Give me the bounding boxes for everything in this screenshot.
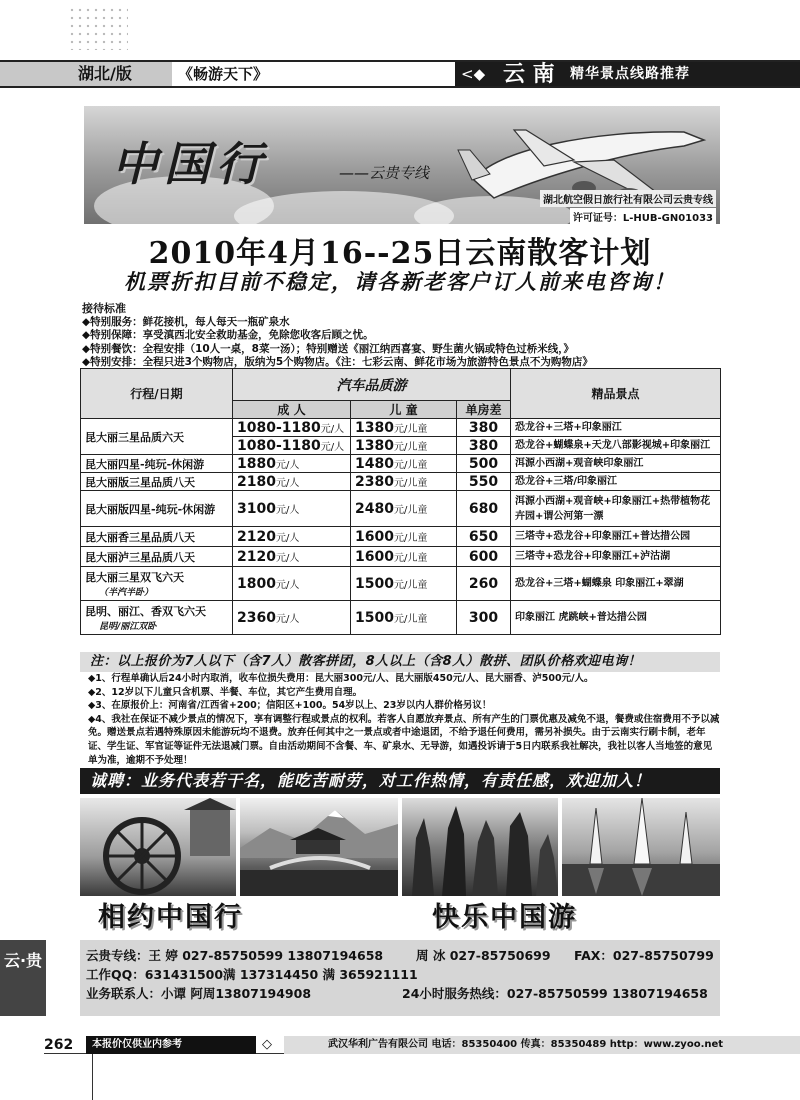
adult-unit: 元/人 <box>275 459 300 471</box>
spots-cell: 恐龙谷+三塔/印象丽江 <box>511 473 721 491</box>
spots-cell: 洱源小西湖+观音峡印象丽江 <box>511 455 721 473</box>
route-cell: 昆大丽三星品质六天 <box>81 419 233 455</box>
child-price: 1500 <box>355 575 394 592</box>
th-child: 儿 童 <box>351 401 457 419</box>
child-unit: 元/儿童 <box>393 459 428 471</box>
child-price: 1380 <box>355 437 394 454</box>
single-supplement: 550 <box>457 473 511 491</box>
slogan-left: 相约中国行 <box>98 902 243 933</box>
route-cell <box>81 601 233 635</box>
table-row <box>81 491 721 527</box>
spots-cell: 洱源小西湖+观音峡+印象丽江+热带植物花卉园+谓公河第一漂 <box>511 491 721 527</box>
route-note: （半汽半卧） <box>99 588 154 598</box>
contact-qq: 工作QQ：631431500满 137314450 满 365921111 <box>86 967 418 982</box>
child-unit: 元/儿童 <box>393 441 428 453</box>
adult-price: 2120 <box>237 548 276 565</box>
route-cell: 昆大丽版四星-纯玩-休闲游 <box>81 491 233 527</box>
chevron-icon: ◇ <box>262 1037 272 1052</box>
spots-cell: 恐龙谷+三塔+印象丽江 <box>511 419 721 437</box>
price-note: 注：以上报价为7人以下（含7人）散客拼团，8人以上（含8人）散拼、团队价格欢迎电询！ <box>80 652 720 672</box>
spots-cell: 印象丽江 虎跳峡+普达措公园 <box>511 601 721 635</box>
recruit-banner: 诚聘：业务代表若干名，能吃苦耐劳，对工作热情，有责任感，欢迎加入！ <box>80 768 720 794</box>
adult-unit: 元/人 <box>275 613 300 625</box>
license-number: 许可证号：L-HUB-GN01033 <box>570 208 716 224</box>
header-bar <box>0 60 800 88</box>
term-item: ◆3、在原报价上：河南省/江西省+200；信阳区+100。54岁以上、23岁以内人群价格另议！ <box>88 700 492 712</box>
child-unit: 元/儿童 <box>393 504 428 516</box>
hero-banner <box>84 106 720 224</box>
th-single: 单房差 <box>457 401 511 419</box>
child-price: 1600 <box>355 528 394 545</box>
route-note: 昆明/丽江双卧 <box>99 622 157 632</box>
child-price: 1380 <box>355 419 394 436</box>
table-row <box>81 547 721 567</box>
page-subheadline: 机票折扣目前不稳定，请各新老客户订人前来电咨询！ <box>124 270 676 294</box>
footer-disclaimer: 本报价仅供业内参考 <box>86 1036 256 1054</box>
child-unit: 元/儿童 <box>393 423 428 435</box>
magazine-title: 《畅游天下》 <box>178 65 269 83</box>
agency-name: 湖北航空假日旅行社有限公司云贵专线 <box>540 190 716 207</box>
page-number: 262 <box>44 1037 74 1053</box>
single-supplement: 380 <box>457 419 511 437</box>
service-standard-title: 接待标准 <box>82 302 126 315</box>
route-cell: 昆大丽香三星品质八天 <box>81 527 233 547</box>
contact-fax: FAX：027-85750799 <box>574 948 714 963</box>
adult-price: 3100 <box>237 500 276 517</box>
table-row <box>81 473 721 491</box>
province-banner <box>455 62 800 86</box>
table-row <box>81 601 721 635</box>
child-price: 2380 <box>355 473 394 490</box>
adult-unit: 元/人 <box>320 441 345 453</box>
single-supplement: 680 <box>457 491 511 527</box>
th-adult: 成 人 <box>233 401 351 419</box>
contact-line1-b: 周 冰 027-85750699 <box>416 948 551 963</box>
waterwheel-photo <box>80 798 236 896</box>
service-item: ◆特别保障：享受滇西北安全救助基金，免除您收客后顾之忧。 <box>82 329 374 341</box>
route-cell: 昆大丽泸三星品质八天 <box>81 547 233 567</box>
term-item: ◆1、行程单确认后24小时内取消，收车位损失费用：昆大丽300元/人、昆大丽版450元/人、昆大丽香、泸500元/人。 <box>88 673 594 684</box>
contact-line1-a: 云贵专线：王 婷 027-85750599 13807194658 <box>86 948 384 963</box>
child-unit: 元/儿童 <box>393 613 428 625</box>
province-name: 云 南 <box>503 61 555 87</box>
route-cell <box>81 567 233 601</box>
route-cell: 昆大丽版三星品质八天 <box>81 473 233 491</box>
route-cell: 昆大丽四星-纯玩-休闲游 <box>81 455 233 473</box>
th-spots: 精品景点 <box>511 369 721 419</box>
contact-line3-a: 业务联系人：小谭 阿周13807194908 <box>86 986 312 1001</box>
service-item: ◆特别安排：全程只进3个购物店，版纳为5个购物店。《注：七彩云南、鲜花市场为旅游特色景点不为购物店》 <box>82 356 593 368</box>
child-unit: 元/儿童 <box>393 552 428 564</box>
slogan <box>80 898 720 938</box>
route-name: 昆明、丽江、香双飞六天 <box>85 605 206 618</box>
footer <box>44 1036 800 1054</box>
single-supplement: 500 <box>457 455 511 473</box>
diamond-icon: <◆ <box>461 65 486 83</box>
divider <box>92 1054 93 1100</box>
spots-cell: 三塔寺+恐龙谷+印象丽江+泸沽湖 <box>511 547 721 567</box>
table-row <box>81 567 721 601</box>
adult-unit: 元/人 <box>275 477 300 489</box>
table-row <box>81 527 721 547</box>
adult-unit: 元/人 <box>275 552 300 564</box>
child-unit: 元/儿童 <box>393 579 428 591</box>
service-item: ◆特别餐饮：全程安排（10人一桌，8菜一汤）；特别赠送《丽江纳西喜宴、野生菌火锅或特色过桥米线，》 <box>82 342 574 355</box>
spots-cell: 三塔寺+恐龙谷+印象丽江+普达措公园 <box>511 527 721 547</box>
th-group: 汽车品质游 <box>233 369 511 401</box>
child-unit: 元/儿童 <box>393 477 428 489</box>
adult-unit: 元/人 <box>275 532 300 544</box>
region-label: 湖北/版 <box>0 62 172 86</box>
contact-block <box>80 940 720 1016</box>
terms-list <box>88 672 720 767</box>
child-price: 1500 <box>355 609 394 626</box>
tagline: 精华景点线路推荐 <box>570 66 690 82</box>
table-row <box>81 455 721 473</box>
service-standard <box>82 302 722 370</box>
term-item: ◆2、12岁以下儿童只含机票、半餐、车位，其它产生费用自理。 <box>88 686 363 698</box>
slogan-right: 快乐中国游 <box>432 902 577 933</box>
footer-company: 武汉华利广告有限公司 电话：85350400 传真：85350489 http：www.zyoo.net <box>284 1036 800 1054</box>
banner-subtitle: ——云贵专线 <box>339 164 430 182</box>
dot-pattern <box>68 6 128 50</box>
adult-price: 1080-1180 <box>237 419 321 436</box>
child-price: 2480 <box>355 500 394 517</box>
adult-price: 2360 <box>237 609 276 626</box>
term-item: ◆4、我社在保证不减少景点的情况下，享有调整行程或景点的权利。若客人自愿放弃景点、所有产生的门票优惠及减免不退，餐费或住宿费用不予以减免。赠送景点若遇特殊原因未能游玩均不退费。放弃任何其中之一景点或者中途退团，不给予退任何费用，需另补损失。由于云南实行刷卡制，老年证、学生证、军官证等证件无法退减门票。自由活动期间不含餐、车、矿泉水、无导游，如遇投诉请于5日内联系我社解决，我社以客人当地签的意见单为准，逾期不予处理！ <box>88 713 720 766</box>
lake-pavilion-photo <box>240 798 398 896</box>
adult-price: 2120 <box>237 528 276 545</box>
page-headline: 2010年4月16--25日云南散客计划 <box>148 236 652 271</box>
service-item: ◆特别服务：鲜花接机，每人每天一瓶矿泉水 <box>82 315 290 328</box>
adult-unit: 元/人 <box>275 504 300 516</box>
child-price: 1600 <box>355 548 394 565</box>
spots-cell: 恐龙谷+三塔+蝴蝶泉 印象丽江+翠湖 <box>511 567 721 601</box>
single-supplement: 650 <box>457 527 511 547</box>
price-table <box>80 368 721 635</box>
side-tab: 云·贵 <box>0 940 46 1016</box>
table-row <box>81 419 721 437</box>
spots-cell: 恐龙谷+蝴蝶泉+天龙八部影视城+印象丽江 <box>511 437 721 455</box>
adult-unit: 元/人 <box>320 423 345 435</box>
single-supplement: 260 <box>457 567 511 601</box>
th-route: 行程/日期 <box>81 369 233 419</box>
child-price: 1480 <box>355 455 394 472</box>
banner-title: 中国行 <box>112 137 268 191</box>
adult-price: 1800 <box>237 575 276 592</box>
single-supplement: 380 <box>457 437 511 455</box>
contact-hotline: 24小时服务热线：027-85750599 13807194658 <box>402 986 708 1001</box>
single-supplement: 300 <box>457 601 511 635</box>
adult-price: 1080-1180 <box>237 437 321 454</box>
single-supplement: 600 <box>457 547 511 567</box>
stone-forest-photo <box>402 798 558 896</box>
adult-price: 1880 <box>237 455 276 472</box>
route-name: 昆大丽三星双飞六天 <box>85 571 184 584</box>
three-pagodas-photo <box>562 798 720 896</box>
child-unit: 元/儿童 <box>393 532 428 544</box>
adult-unit: 元/人 <box>275 579 300 591</box>
adult-price: 2180 <box>237 473 276 490</box>
